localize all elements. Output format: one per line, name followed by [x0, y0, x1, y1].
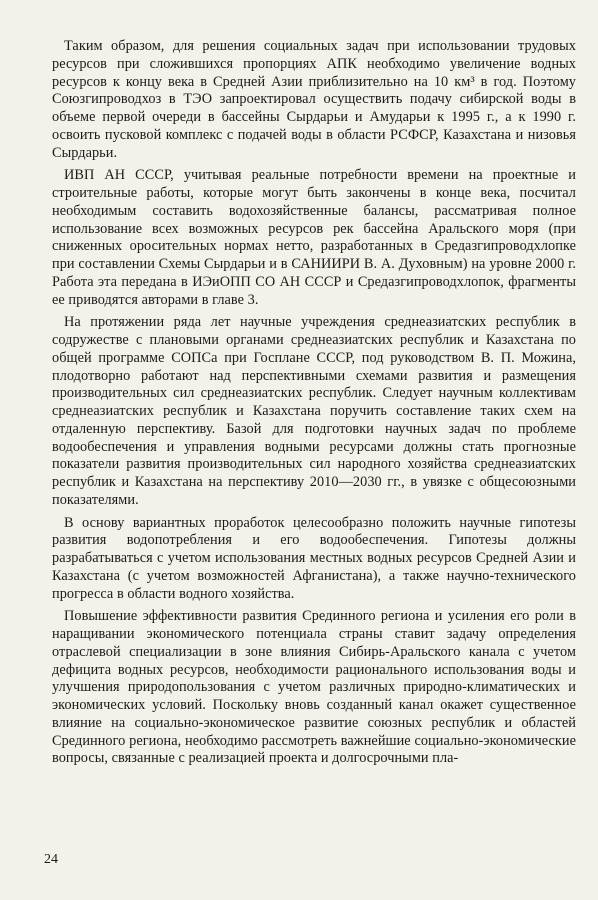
paragraph-social-tasks: Таким образом, для решения социальных задач при использовании трудовых ресурсов при сложившихся пропорциях АПК необходимо увеличение водных ресурсов к концу века в Средней Азии приблизительно на 10 км³ в год. Поэтому Союзгипроводхоз в ТЭО запроектировал осуществить подачу сибирской воды в объеме первой очереди в бассейны Сырдарьи и Амударьи к 1995 г., а к 1990 г. освоить пусковой комплекс с подачей воды в области РСФСР, Казахстана и низовья Сырдарьи.	[52, 38, 576, 161]
paragraph-water-balance: ИВП АН СССР, учитывая реальные потребности времени на проектные и строительные работы, которые могут быть закончены в конце века, посчитал необходимым составить водохозяйственные балансы, рассматривая полное использование всех возможных ресурсов рек бассейна Аральского моря (при сниженных оросительных нормах нетто, разработанных в Средазгипроводхлопке при составлении Схемы Сырдарьи и в САНИИРИ В. А. Духовным) на уровне 2000 г. Работа эта передана в ИЭиОПП СО АН СССР и Средазгипроводхлопок, фрагменты ее приводятся авторами в главе 3.	[52, 167, 576, 308]
page-number: 24	[44, 852, 58, 867]
paragraph-variant-studies: В основу вариантных проработок целесообразно положить научные гипотезы развития водопотребления и его водообеспечения. Гипотезы должны разрабатываться с учетом использования местных водных ресурсов Средней Азии и Казахстана (с учетом возможностей Афганистана), а также научно-технического прогресса в области водного хозяйства.	[52, 514, 576, 602]
paragraph-scientific-institutions: На протяжении ряда лет научные учреждения среднеазиатских республик в содружестве с плановыми органами среднеазиатских республик и Казахстана по общей программе СОПСа при Госплане СССР, под руководством В. П. Можина, плодотворно работают над перспективными схемами развития и размещения производительных сил среднеазиатских республик. Следует научным коллективам среднеазиатских республик и Казахстана поручить составление таких схем на отдаленную перспективу. Базой для подготовки научных задач по проблеме водообеспечения и управления водными ресурсами должны стать прогнозные показатели развития производительных сил народного хозяйства среднеазиатских республик и Казахстана на перспективу 2010—2030 гг., в увязке с общесоюзными показателями.	[52, 314, 576, 508]
text-body	[52, 38, 576, 768]
paragraph-regional-development: Повышение эффективности развития Срединного региона и усиления его роли в наращивании экономического потенциала страны ставит задачу определения отраслевой специализации в зоне влияния Сибирь-Аральского канала с учетом дефицита водных ресурсов, необходимости рационального использования воды и улучшения природопользования с учетом различных природно-климатических и экономических условий. Поскольку вновь созданный канал окажет существенное влияние на социально-экономическое развитие союзных республик и областей Срединного региона, необходимо рассмотреть важнейшие социально-экономические вопросы, связанные с реализацией проекта и долгосрочными пла-	[52, 608, 576, 767]
